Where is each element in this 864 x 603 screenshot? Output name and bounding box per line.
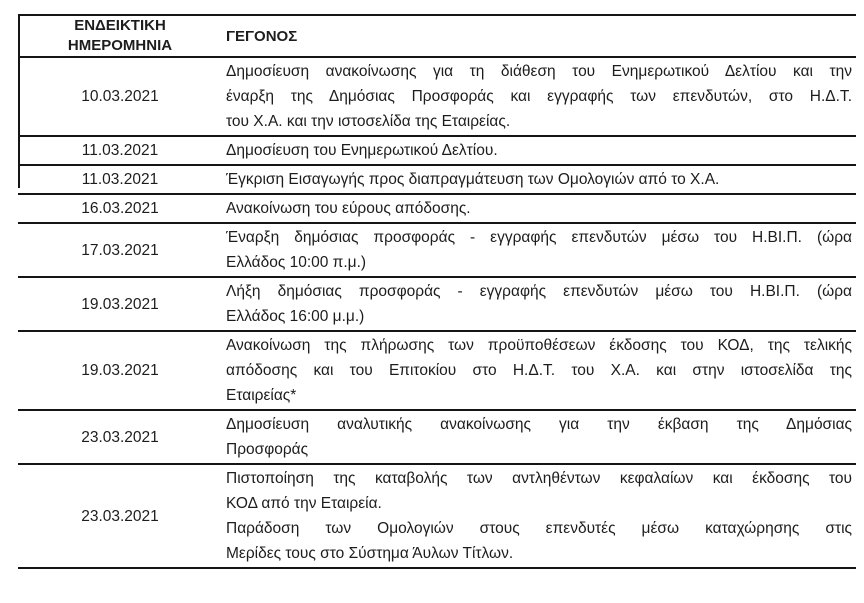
event-text-line: Ελλάδος 16:00 μ.μ.): [226, 308, 365, 325]
event-text-line: Παράδοση των Ομολογιών στους επενδυτές μέσω καταχώρησης στις: [226, 520, 852, 537]
date-cell: 16.03.2021: [81, 200, 159, 217]
event-text-line: του Χ.Α. και την ιστοσελίδα της Εταιρείας.: [226, 113, 511, 130]
header-row: [18, 15, 856, 57]
table-row: [18, 57, 856, 136]
table-row: [18, 136, 856, 165]
event-text-line: Έναρξη δημόσιας προσφοράς - εγγραφής επενδυτών μέσω του Η.ΒΙ.Π. (ώρα: [226, 229, 852, 246]
event-cell: [222, 410, 856, 464]
date-cell: 19.03.2021: [81, 362, 159, 379]
table-left-border: [18, 14, 20, 188]
date-cell: 10.03.2021: [81, 88, 159, 105]
event-cell: [222, 57, 856, 136]
date-cell: 11.03.2021: [81, 171, 159, 188]
events-table: [18, 14, 856, 569]
column-header-event: ΓΕΓΟΝΟΣ: [226, 27, 298, 45]
event-cell: [222, 277, 856, 331]
event-text-line: Μερίδες τους στο Σύστημα Άυλων Τίτλων.: [226, 545, 514, 562]
table-row: [18, 194, 856, 223]
event-text-line: Ανακοίνωση της πλήρωσης των προϋποθέσεων έκδοσης του ΚΟΔ, της τελικής: [226, 337, 852, 354]
event-text-line: Προσφοράς: [226, 441, 309, 458]
event-text-line: Λήξη δημόσιας προσφοράς - εγγραφής επενδυτών μέσω του Η.ΒΙ.Π. (ώρα: [226, 283, 852, 300]
date-cell: 11.03.2021: [81, 142, 159, 159]
table-header: [18, 15, 856, 57]
column-header-date-line1: ΕΝΔΕΙΚΤΙΚΗ: [74, 17, 166, 34]
event-text-line: απόδοσης και του Επιτοκίου στο Η.Δ.Τ. του Χ.Α. και στην ιστοσελίδα της: [226, 362, 852, 379]
table-row: [18, 331, 856, 410]
date-cell: 17.03.2021: [81, 241, 159, 259]
table-row: [18, 410, 856, 464]
event-text-line: ΚΟΔ από την Εταιρεία.: [226, 495, 382, 512]
date-cell: 23.03.2021: [81, 507, 159, 525]
event-text-line: Δημοσίευση αναλυτικής ανακοίνωσης για την έκβαση της Δημόσιας: [226, 416, 852, 433]
table-body: [18, 57, 856, 568]
table-row: [18, 223, 856, 277]
timeline-table: [18, 14, 856, 569]
event-cell: [222, 223, 856, 277]
table-row: [18, 165, 856, 194]
event-text-line: Εταιρείας*: [226, 387, 297, 404]
event-cell: [222, 331, 856, 410]
column-header-date-line2: ΗΜΕΡΟΜΗΝΙΑ: [67, 37, 173, 54]
event-text-line: έναρξη της Δημόσιας Προσφοράς και εγγραφής των επενδυτών, στο Η.Δ.Τ.: [226, 88, 852, 105]
event-text-line: Έγκριση Εισαγωγής προς διαπραγμάτευση των Ομολογιών από το Χ.Α.: [226, 171, 720, 188]
table-row: [18, 277, 856, 331]
date-cell: 19.03.2021: [81, 295, 159, 313]
date-cell: 23.03.2021: [81, 428, 159, 446]
event-cell: [222, 165, 856, 194]
event-text-line: Ελλάδος 10:00 π.μ.): [226, 254, 367, 271]
column-header-date: [18, 15, 222, 57]
event-cell: [222, 464, 856, 568]
table-row: [18, 464, 856, 568]
event-text-line: Δημοσίευση του Ενημερωτικού Δελτίου.: [226, 142, 498, 159]
event-text-line: Πιστοποίηση της καταβολής των αντληθέντων κεφαλαίων και έκδοσης του: [226, 470, 852, 487]
event-text-line: Δημοσίευση ανακοίνωσης για τη διάθεση του Ενημερωτικού Δελτίου και την: [226, 63, 852, 80]
event-cell: [222, 136, 856, 165]
event-text-line: Ανακοίνωση του εύρους απόδοσης.: [226, 200, 471, 217]
event-cell: [222, 194, 856, 223]
